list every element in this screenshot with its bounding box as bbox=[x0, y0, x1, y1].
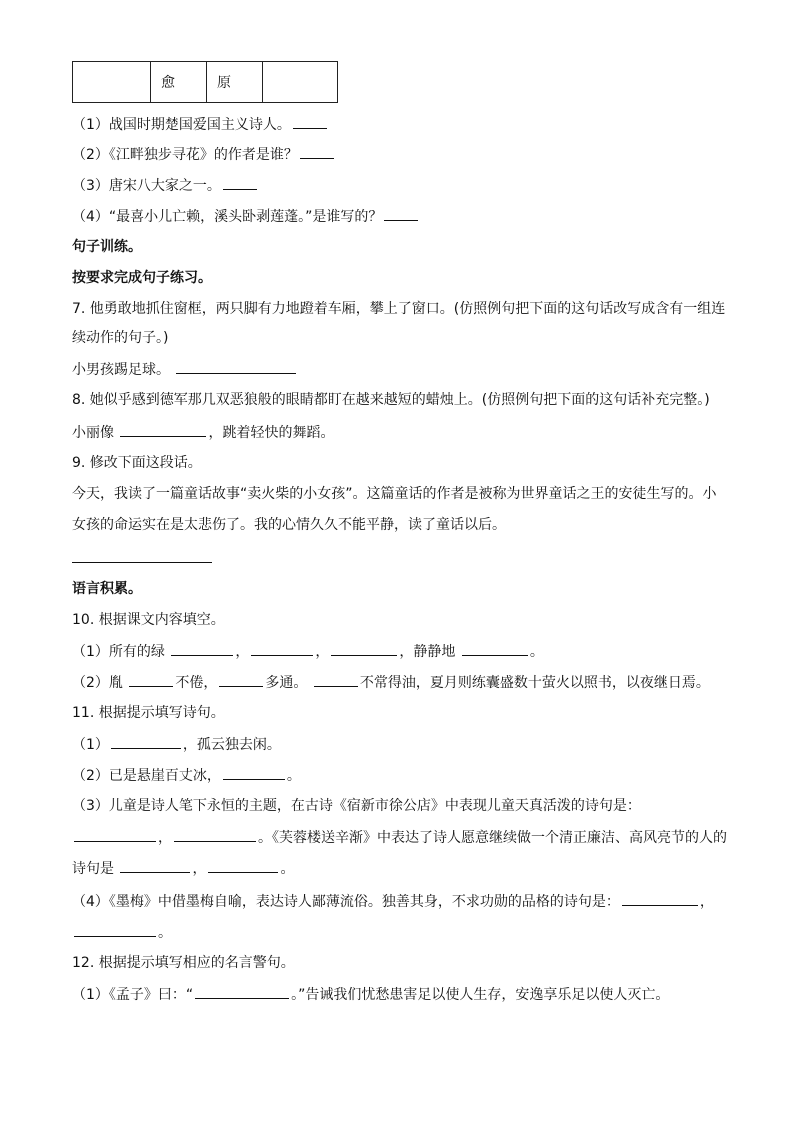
question-11-4-line2: 。 bbox=[72, 922, 172, 943]
question-poet-2: （2）《江畔独步寻花》的作者是谁？ bbox=[72, 144, 336, 165]
question-7-line1: 7. 他勇敢地抓住窗框，两只脚有力地蹬着车厢，攀上了窗口。(仿照例句把下面的这句话改写成含有一组连 bbox=[72, 301, 726, 317]
answer-blank[interactable] bbox=[384, 206, 418, 221]
answer-blank[interactable] bbox=[251, 641, 313, 656]
answer-blank[interactable] bbox=[462, 641, 528, 656]
answer-blank[interactable] bbox=[208, 858, 278, 873]
answer-blank[interactable] bbox=[74, 922, 156, 937]
table-cell[interactable] bbox=[263, 62, 338, 103]
answer-blank[interactable] bbox=[293, 114, 327, 129]
question-9-title: 9. 修改下面这段话。 bbox=[72, 455, 202, 471]
answer-blank[interactable] bbox=[111, 734, 181, 749]
answer-blank[interactable] bbox=[174, 827, 256, 842]
question-8-line1: 8. 她似乎感到德军那几双恶狼般的眼睛都盯在越来越短的蜡烛上。(仿照例句把下面的这句话补充完整。) bbox=[72, 392, 710, 408]
question-poet-4: （4）“最喜小儿亡赖，溪头卧剥莲蓬。”是谁写的？ bbox=[72, 206, 420, 227]
answer-blank[interactable] bbox=[129, 672, 173, 687]
answer-blank[interactable] bbox=[219, 672, 263, 687]
question-poet-1: （1）战国时期楚国爱国主义诗人。 bbox=[72, 114, 329, 135]
answer-blank[interactable] bbox=[622, 891, 698, 906]
answer-blank[interactable] bbox=[171, 641, 233, 656]
section-heading: 语言积累。 bbox=[72, 581, 142, 597]
question-11-4-line1: （4）《墨梅》中借墨梅自喻，表达诗人鄙薄流俗。独善其身，不求功勋的品格的诗句是： ， bbox=[72, 891, 714, 912]
answer-blank[interactable] bbox=[331, 641, 397, 656]
answer-blank[interactable] bbox=[120, 858, 190, 873]
answer-blank[interactable] bbox=[314, 672, 358, 687]
answer-blank[interactable] bbox=[74, 827, 156, 842]
section-subheading: 按要求完成句子练习。 bbox=[72, 270, 212, 286]
question-11-1: （1） ，孤云独去闲。 bbox=[72, 734, 281, 755]
question-10-title: 10. 根据课文内容填空。 bbox=[72, 612, 225, 628]
character-table bbox=[72, 61, 338, 103]
answer-blank[interactable] bbox=[223, 765, 285, 780]
question-11-title: 11. 根据提示填写诗句。 bbox=[72, 705, 225, 721]
question-poet-3: （3）唐宋八大家之一。 bbox=[72, 175, 259, 196]
question-10-2: （2）胤 不倦， 多通。 不常得油，夏月则练囊盛数十萤火以照书，以夜继日焉。 bbox=[72, 672, 710, 693]
question-11-3-line1: （3）儿童是诗人笔下永恒的主题，在古诗《宿新市徐公店》中表现儿童天真活泼的诗句是： bbox=[72, 798, 641, 814]
question-7-line2: 续动作的句子。) bbox=[72, 330, 169, 346]
question-8-answer: 小丽像 ，跳着轻快的舞蹈。 bbox=[72, 422, 334, 443]
question-12-title: 12. 根据提示填写相应的名言警句。 bbox=[72, 955, 295, 971]
answer-blank[interactable] bbox=[120, 422, 206, 437]
question-12-1: （1）《孟子》曰：“ 。”告诫我们忧愁患害足以使人生存，安逸享乐足以使人灭亡。 bbox=[72, 984, 669, 1005]
question-7-answer: 小男孩踢足球。 bbox=[72, 359, 298, 380]
question-11-3-line3: 诗句是 ， 。 bbox=[72, 858, 294, 879]
answer-blank[interactable] bbox=[223, 175, 257, 190]
table-cell[interactable] bbox=[73, 62, 151, 103]
question-10-1: （1）所有的绿 ， ， ，静静地 。 bbox=[72, 641, 544, 662]
question-9-para1: 今天，我读了一篇童话故事“卖火柴的小女孩”。这篇童话的作者是被称为世界童话之王的安徒生写的。小 bbox=[72, 486, 717, 502]
question-11-2: （2）已是悬崖百丈冰， 。 bbox=[72, 765, 301, 786]
answer-blank[interactable] bbox=[195, 984, 289, 999]
table-cell: 原 bbox=[207, 62, 263, 103]
section-heading: 句子训练。 bbox=[72, 239, 142, 255]
answer-blank[interactable] bbox=[300, 144, 334, 159]
table-cell: 愈 bbox=[151, 62, 207, 103]
answer-blank[interactable] bbox=[176, 359, 296, 374]
question-11-3-line2: ， 。《芙蓉楼送辛渐》中表达了诗人愿意继续做一个清正廉洁、高风亮节的人的 bbox=[72, 827, 727, 848]
question-9-para2: 女孩的命运实在是太悲伤了。我的心情久久不能平静，读了童话以后。 bbox=[72, 517, 506, 533]
answer-line[interactable] bbox=[72, 562, 212, 563]
